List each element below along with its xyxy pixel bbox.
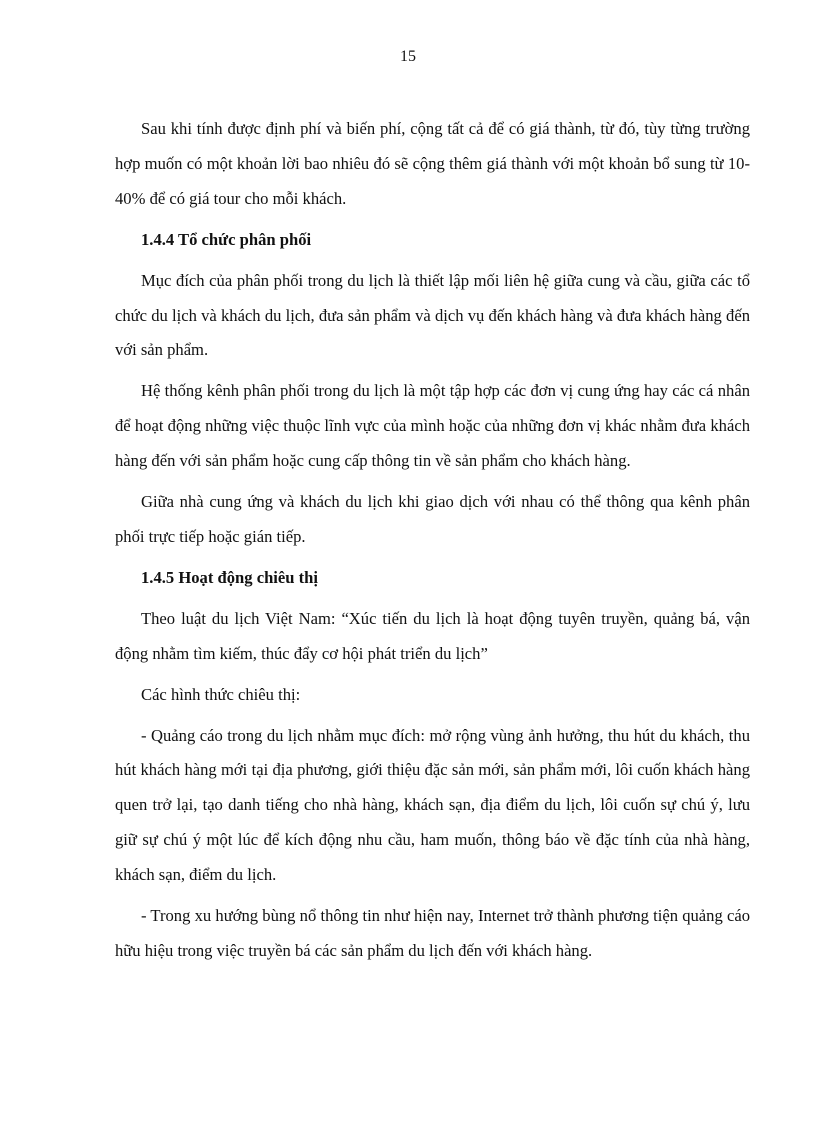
paragraph-promotion-forms: Các hình thức chiêu thị: [141, 684, 301, 704]
paragraph-advertising: - Quảng cáo trong du lịch nhằm mục đích: mở rộng vùng ảnh hưởng, thu hút du khách, thu hút khách hàng mới tại địa phương, giới thiệu đặc sản mới, sản phẩm mới, lôi cuốn khách hàng quen trở lại, tạo danh tiếng cho nhà hàng, khách sạn, địa điểm du lịch, lôi cuốn sự chú ý, lưu giữ sự chú ý một lúc để kích động nhu cầu, ham muốn, thông báo về đặc tính của nhà hàng, khách sạn, điểm du lịch. [115, 725, 750, 885]
page-number: 15 [400, 48, 416, 65]
paragraph-pricing: Sau khi tính được định phí và biến phí, cộng tất cả để có giá thành, từ đó, tùy từng trường hợp muốn có một khoản lời bao nhiêu đó sẽ cộng thêm giá thành với một khoản bổ sung từ 10-40% để có giá tour cho mỗi khách. [115, 119, 750, 208]
section-heading-promotion: 1.4.5 Hoạt động chiêu thị [141, 567, 319, 587]
paragraph-direct-indirect: Giữa nhà cung ứng và khách du lịch khi giao dịch với nhau có thể thông qua kênh phân phối trực tiếp hoặc gián tiếp. [115, 492, 750, 546]
section-heading-distribution: 1.4.4 Tổ chức phân phối [141, 229, 312, 249]
paragraph-internet: - Trong xu hướng bùng nổ thông tin như hiện nay, Internet trở thành phương tiện quảng cáo hữu hiệu trong việc truyền bá các sản phẩm du lịch đến với khách hàng. [115, 906, 750, 960]
paragraph-tourism-law: Theo luật du lịch Việt Nam: “Xúc tiến du lịch là hoạt động tuyên truyền, quảng bá, vận động nhằm tìm kiếm, thúc đẩy cơ hội phát triển du lịch” [115, 608, 750, 663]
paragraph-distribution-channels: Hệ thống kênh phân phối trong du lịch là một tập hợp các đơn vị cung ứng hay các cá nhân để hoạt động những việc thuộc lĩnh vực của mình hoặc của những đơn vị khác nhằm đưa khách hàng đến với sản phẩm hoặc cung cấp thông tin về sản phẩm cho khách hàng. [115, 381, 750, 471]
document-body [115, 112, 750, 969]
paragraph-distribution-purpose: Mục đích của phân phối trong du lịch là thiết lập mối liên hệ giữa cung và cầu, giữa các tổ chức du lịch và khách du lịch, đưa sản phẩm và dịch vụ đến khách hàng và đưa khách hàng đến với sản phẩm. [115, 270, 750, 360]
